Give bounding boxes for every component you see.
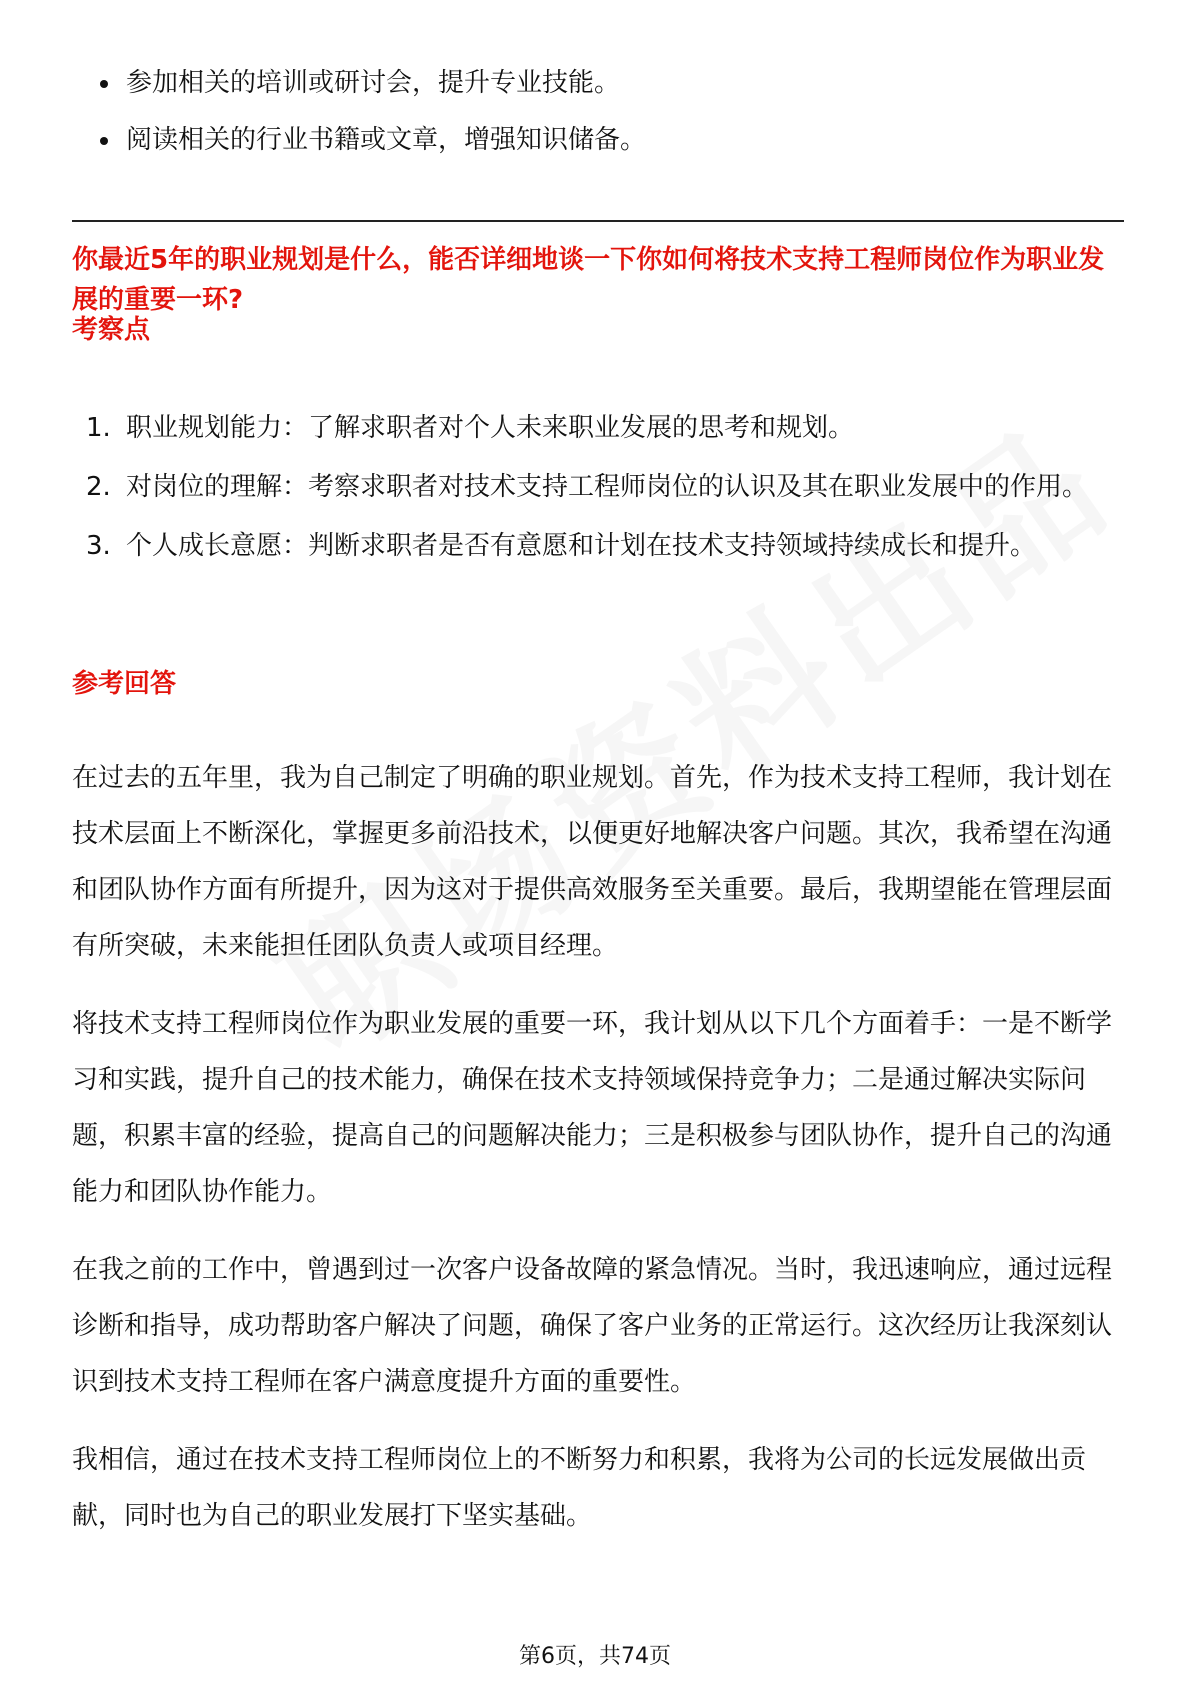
list-item xyxy=(72,400,1124,456)
item-number: 2. xyxy=(86,472,111,502)
answer-paragraph: 在过去的五年里，我为自己制定了明确的职业规划。首先，作为技术支持工程师，我计划在技术层面上不断深化，掌握更多前沿技术，以便更好地解决客户问题。其次，我希望在沟通和团队协作方面有所提升，因为这对于提供高效服务至关重要。最后，我期望能在管理层面有所突破，未来能担任团队负责人或项目经理。 xyxy=(72,763,1113,961)
list-item xyxy=(72,459,1124,515)
answer-paragraph: 在我之前的工作中，曾遇到过一次客户设备故障的紧急情况。当时，我迅速响应，通过远程诊断和指导，成功帮助客户解决了问题，确保了客户业务的正常运行。这次经历让我深刻认识到技术支持工程师在客户满意度提升方面的重要性。 xyxy=(72,1255,1113,1397)
bullet-text: 参加相关的培训或研讨会，提升专业技能。 xyxy=(126,68,621,98)
focus-points-list xyxy=(72,400,1124,577)
bullet-list xyxy=(72,55,1124,169)
bullet-text: 阅读相关的行业书籍或文章，增强知识储备。 xyxy=(126,125,647,155)
bullet-dot-icon xyxy=(100,137,108,145)
item-text: 职业规划能力：了解求职者对个人未来职业发展的思考和规划。 xyxy=(126,413,855,443)
item-number: 1. xyxy=(86,413,111,443)
list-item xyxy=(72,55,1124,112)
list-item xyxy=(72,112,1124,169)
list-item xyxy=(72,518,1124,574)
page-footer: 第6页，共74页 xyxy=(519,1644,671,1669)
answer-body xyxy=(72,750,1124,1566)
item-text: 个人成长意愿：判断求职者是否有意愿和计划在技术支持领域持续成长和提升。 xyxy=(126,531,1037,561)
bullet-dot-icon xyxy=(100,80,108,88)
answer-paragraph: 我相信，通过在技术支持工程师岗位上的不断努力和积累，我将为公司的长远发展做出贡献，同时也为自己的职业发展打下坚实基础。 xyxy=(72,1445,1087,1531)
item-number: 3. xyxy=(86,531,111,561)
answer-paragraph: 将技术支持工程师岗位作为职业发展的重要一环，我计划从以下几个方面着手：一是不断学习和实践，提升自己的技术能力，确保在技术支持领域保持竞争力；二是通过解决实际问题，积累丰富的经验，提高自己的问题解决能力；三是积极参与团队协作，提升自己的沟通能力和团队协作能力。 xyxy=(72,1009,1113,1207)
section-divider xyxy=(72,220,1124,222)
item-text: 对岗位的理解：考察求职者对技术支持工程师岗位的认识及其在职业发展中的作用。 xyxy=(126,472,1089,502)
answer-heading: 参考回答 xyxy=(72,669,177,699)
interview-question: 你最近5年的职业规划是什么，能否详细地谈一下你如何将技术支持工程师岗位作为职业发展的重要一环? xyxy=(72,245,1105,315)
focus-heading: 考察点 xyxy=(72,315,151,345)
